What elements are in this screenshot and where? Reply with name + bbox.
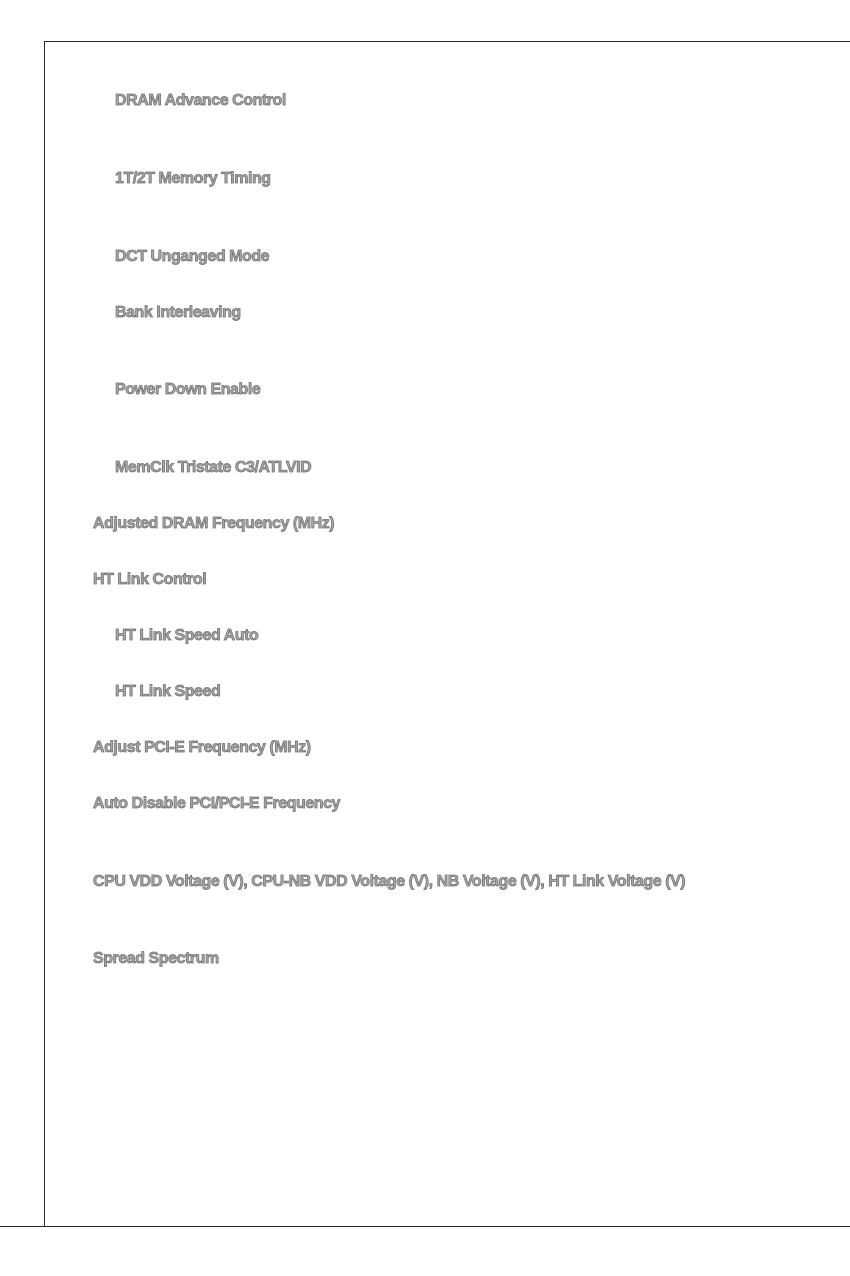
page-frame-top-rule bbox=[44, 41, 850, 42]
setting-voltages: CPU VDD Voltage (V), CPU-NB VDD Voltage (V), NB Voltage (V), HT Link Voltage (V) bbox=[93, 873, 686, 890]
setting-dram-advance-control: DRAM Advance Control bbox=[115, 92, 286, 109]
setting-spread-spectrum: Spread Spectrum bbox=[93, 950, 219, 967]
setting-dct-unganged-mode: DCT Unganged Mode bbox=[115, 248, 270, 265]
setting-auto-disable-pci-frequency: Auto Disable PCI/PCI-E Frequency bbox=[93, 795, 340, 812]
setting-memclk-tristate: MemClk Tristate C3/ATLVID bbox=[115, 459, 312, 476]
setting-ht-link-speed: HT Link Speed bbox=[115, 683, 221, 700]
setting-ht-link-speed-auto: HT Link Speed Auto bbox=[115, 627, 259, 644]
setting-memory-timing: 1T/2T Memory Timing bbox=[115, 170, 271, 187]
setting-bank-interleaving: Bank Interleaving bbox=[115, 304, 241, 321]
setting-power-down-enable: Power Down Enable bbox=[115, 381, 261, 398]
setting-adjusted-dram-frequency: Adjusted DRAM Frequency (MHz) bbox=[93, 515, 335, 532]
page-frame-bottom-rule bbox=[0, 1226, 850, 1227]
setting-adjust-pcie-frequency: Adjust PCI-E Frequency (MHz) bbox=[93, 739, 311, 756]
setting-ht-link-control: HT Link Control bbox=[93, 571, 207, 588]
page-frame-left-rule bbox=[44, 41, 45, 1227]
